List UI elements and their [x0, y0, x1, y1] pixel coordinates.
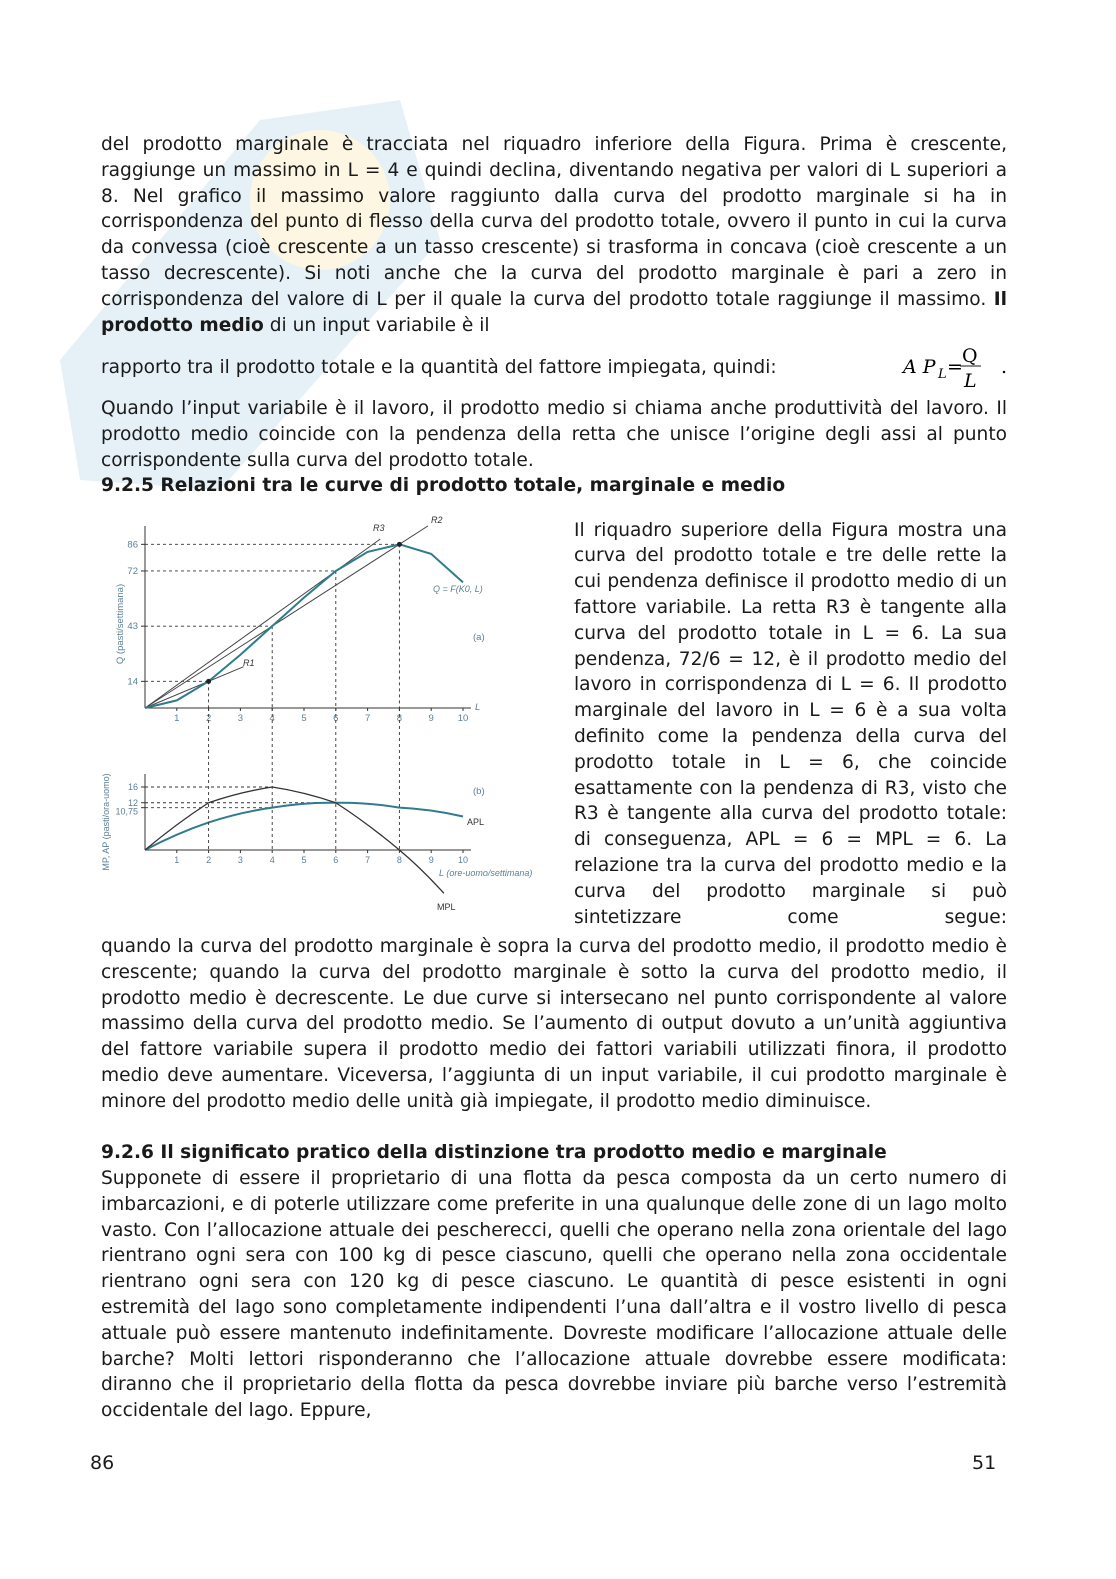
x-tick-label: 7 — [364, 713, 371, 724]
panel-b-tag: (b) — [473, 786, 485, 797]
point-l8 — [397, 542, 402, 547]
x-tick-label: 1 — [174, 713, 180, 724]
x-tick-label: 2 — [205, 713, 212, 724]
y-tick-label: 14 — [127, 676, 138, 688]
panel-a-tag: (a) — [473, 632, 485, 643]
paragraph-3: quando la curva del prodotto marginale è sopra la curva del prodotto medio, il prodotto medio è crescente; quando la curva del prodotto marginale è sotto la curva del prodotto medio, il prodotto medio è decrescente. Le due curve si intersecano nel punto corrispondente al valore massimo della curva del prodotto medio. Se l’aumento di output dovuto a un’unità aggiuntiva del fattore variabile supera il prodotto medio dei fattori variabili utilizzati finora, il prodotto medio deve aumentare. Viceversa, l’aggiunta di un input variabile, il cui prodotto marginale è minore del prodotto medio delle unità già impiegate, il prodotto medio diminuisce. — [101, 936, 1007, 1112]
x-tick-label: 5 — [301, 713, 307, 724]
x-tick-label: 4 — [269, 713, 275, 724]
panel-b-xlabel: L (ore-uomo/settimana) — [439, 868, 533, 878]
x-tick-label: 10 — [457, 855, 469, 865]
x-tick-label: 10 — [457, 713, 469, 724]
heading-9-2-6: 9.2.6 Il significato pratico della distinzione tra prodotto medio e marginale — [101, 1142, 887, 1163]
svg-text:=: = — [947, 356, 963, 378]
y-tick-label: 12 — [127, 797, 138, 808]
panel-a-ylabel: Q (pasti/settimana) — [115, 583, 126, 665]
x-tick-label: 9 — [428, 855, 434, 865]
average-product-curve — [145, 803, 463, 850]
y-tick-label: 10,75 — [115, 806, 138, 817]
y-tick-label: 72 — [127, 565, 138, 577]
x-tick-label: 7 — [365, 855, 371, 865]
x-tick-label: 8 — [396, 855, 402, 865]
x-tick-label: 9 — [428, 713, 434, 724]
page-number-right: 51 — [972, 1452, 997, 1474]
svg-text:L: L — [964, 370, 977, 392]
x-tick-label: 6 — [333, 713, 339, 724]
svg-text:Q: Q — [962, 345, 978, 367]
average-product-formula — [901, 343, 1011, 395]
mpl-label: MPL — [437, 902, 456, 912]
x-tick-label: 5 — [301, 855, 307, 865]
r2-label: R2 — [431, 515, 443, 525]
r1-label: R1 — [243, 658, 255, 668]
point-l2 — [206, 679, 211, 684]
ray-r2 — [145, 526, 428, 708]
formula-line: rapporto tra il prodotto totale e la quantità del fattore impiegata, quindi: A P L = Q L . — [101, 351, 1007, 396]
x-tick-label: 8 — [396, 713, 403, 724]
y-tick-label: 86 — [127, 539, 138, 551]
paragraph-2: Quando l’input variabile è il lavoro, il prodotto medio si chiama anche produttività del lavoro. Il prodotto medio coincide con la pendenza della retta che unisce l’origine degli assi al punto corrispondente sulla curva del prodotto totale. — [101, 398, 1007, 471]
panel-a — [115, 515, 485, 724]
x-tick-label: 1 — [174, 855, 180, 865]
total-product-curve — [145, 544, 463, 708]
q-curve-label: Q = F(K0, L) — [433, 584, 483, 594]
paragraph-4: Supponete di essere il proprietario di una flotta da pesca composta da un certo numero di imbarcazioni, e di poterle utilizzare come preferite in una qualunque delle zone di un lago molto vasto. Con l’allocazione attuale dei pescherecci, quelli che operano nella zona orientale del lago rientrano ogni sera con 100 kg di pesce ciascuno, quelli che operano nella zona occidentale rientrano ogni sera con 120 kg di pesce ciascuno. Le quantità di pesce esistenti in ogni estremità del lago sono completamente indipendenti l’una dall’altra e il vostro livello di pesca attuale può essere mantenuto indefinitamente. Dovreste modificare l’allocazione attuale delle barche? Molti lettori risponderanno che l’allocazione attuale dovrebbe essere modificata: diranno che il proprietario della flotta da pesca dovrebbe inviare più barche verso l’estremità occidentale del lago. Eppure, — [101, 1168, 1007, 1422]
paragraph-1: del prodotto marginale è tracciata nel riquadro inferiore della Figura. Prima è crescente, raggiunge un massimo in L = 4 e quindi declina, diventando negativa per valori di L superiori a 8. Nel grafico il massimo valore raggiunto dalla curva del prodotto marginale si ha in corrispondenza del punto di flesso della curva del prodotto totale, ovvero il punto in cui la curva da convessa (cioè crescente a un tasso crescente) si trasforma in concava (cioè crescente a un tasso decrescente). Si noti anche che la curva del prodotto marginale è pari a zero in corrispondenza del valore di L per il quale la curva del prodotto totale raggiunge il massimo. Il prodotto medio di un input variabile è il — [101, 134, 1007, 336]
svg-text:.: . — [1001, 356, 1008, 378]
panel-a-xlabel: L — [475, 702, 481, 713]
panel-b — [101, 773, 532, 912]
svg-text:L: L — [938, 367, 947, 382]
x-tick-label: 3 — [237, 855, 243, 865]
apl-label: APL — [467, 817, 485, 827]
r3-label: R3 — [373, 523, 385, 533]
heading-9-2-5: 9.2.5 Relazioni tra le curve di prodotto totale, marginale e medio — [101, 475, 786, 496]
y-tick-label: 43 — [127, 621, 138, 633]
production-curves-figure — [101, 512, 556, 922]
term-prodotto-medio: Il prodotto medio — [101, 288, 1007, 336]
figure-side-text: Il riquadro superiore della Figura mostra una curva del prodotto totale e tre delle rette la cui pendenza definisce il prodotto medio di un fattore variabile. La retta R3 è tangente alla curva del prodotto totale in L = 6. La sua pendenza, 72/6 = 12, è il prodotto medio del lavoro in corrispondenza di L = 6. Il prodotto marginale del lavoro in L = 6 è a sua volta definito come la pendenza della curva del prodotto totale in L = 6, che coincide esattamente con la pendenza di R3, visto che R3 è tangente alla curva del prodotto totale: di conseguenza, APL = 6 = MPL = 6. La relazione tra la curva del prodotto medio e la curva del prodotto marginale si può sintetizzare come segue: — [574, 519, 1007, 928]
x-tick-label: 6 — [333, 855, 339, 865]
x-tick-label: 4 — [269, 855, 275, 865]
svg-text:A P: A P — [903, 356, 936, 378]
panel-b-ylabel: MP, AP (pasti/ora-uomo) — [101, 773, 111, 871]
x-tick-label: 2 — [206, 855, 212, 865]
x-tick-label: 3 — [237, 713, 244, 724]
y-tick-label: 16 — [127, 782, 138, 792]
page-number-left: 86 — [90, 1452, 115, 1474]
